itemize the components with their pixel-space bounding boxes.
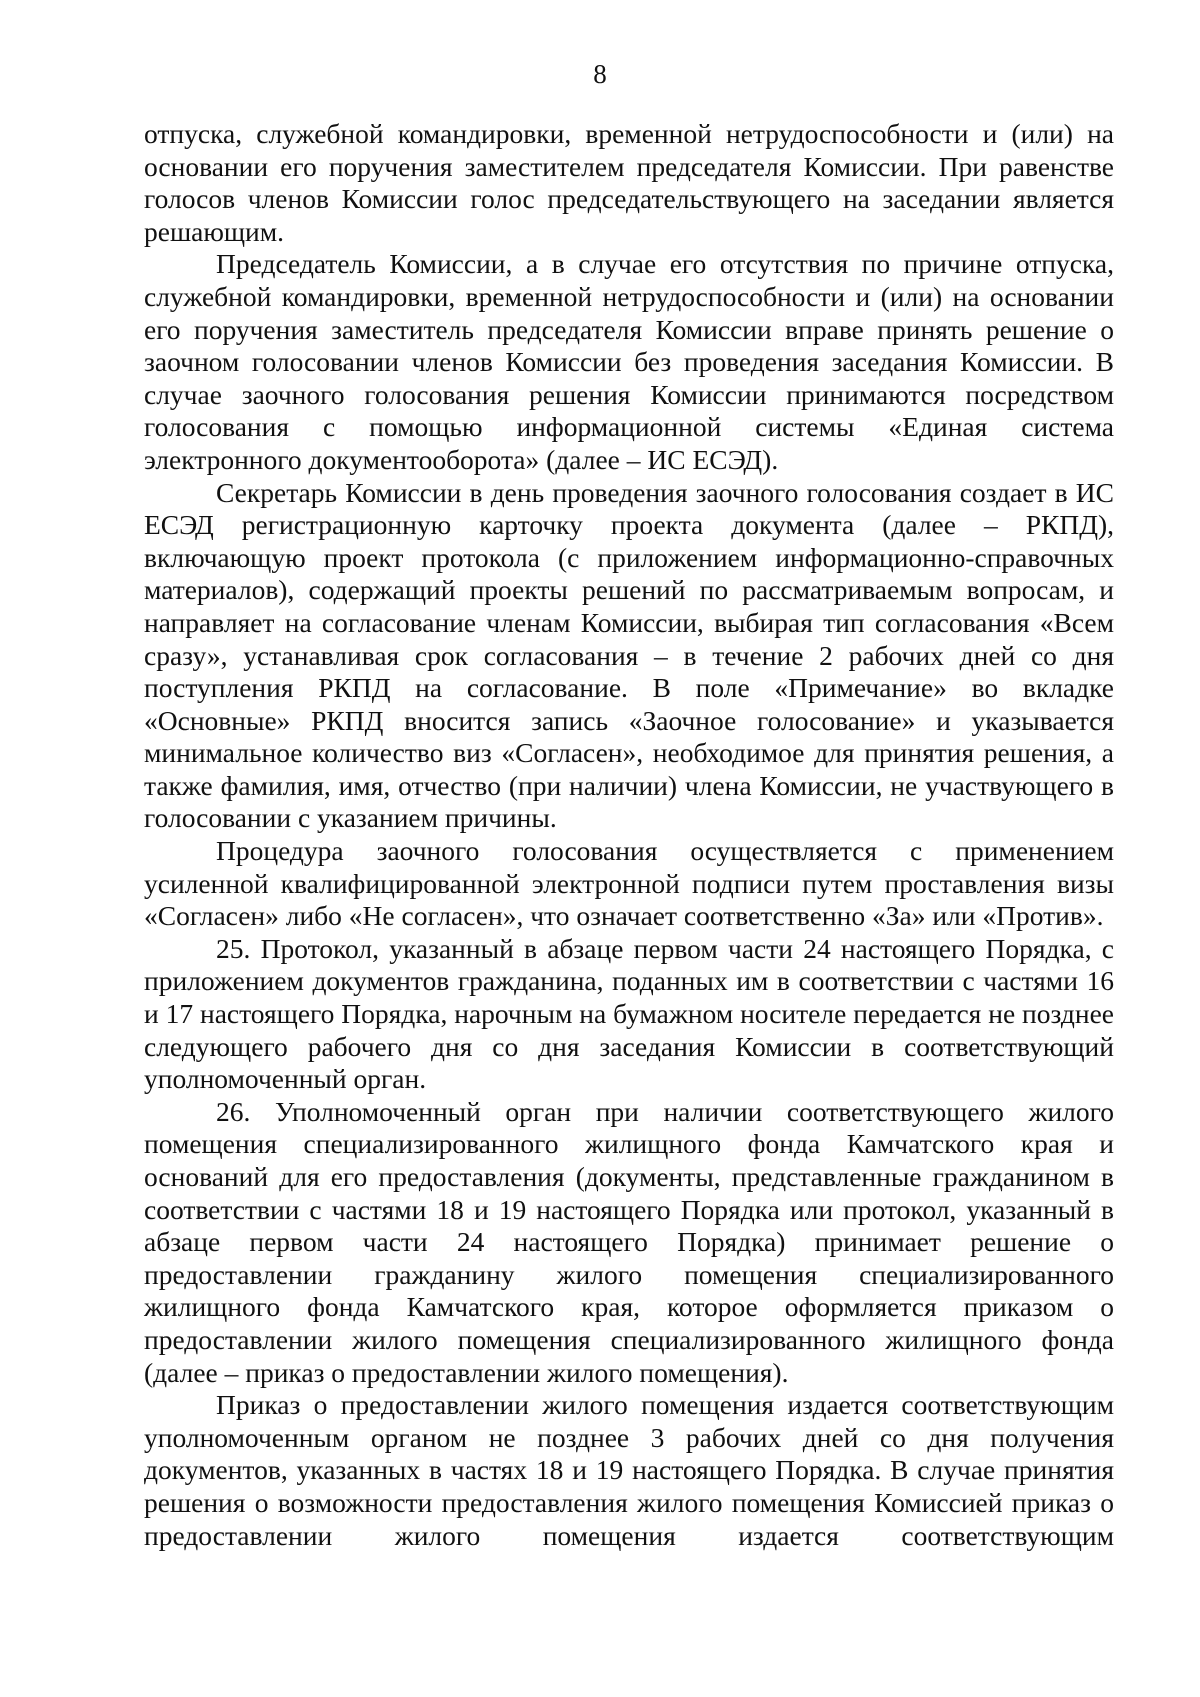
paragraph-chairman-absentee-vote: Председатель Комиссии, а в случае его отсутствия по причине отпуска, служебной командировки, временной нетрудоспособности и (или) на основании его поручения заместитель председателя Комиссии вправе принять решение о заочном голосовании членов Комиссии без проведения заседания Комиссии. В случае заочного голосования решения Комиссии принимаются посредством голосования с помощью информационной системы «Единая система электронного документооборота» (далее – ИС ЕСЭД).: [144, 248, 1114, 475]
page-number: 8: [593, 59, 607, 89]
paragraph-item-25: 25. Протокол, указанный в абзаце первом части 24 настоящего Порядка, с приложением документов гражданина, поданных им в соответствии с частями 16 и 17 настоящего Порядка, нарочным на бумажном носителе передается не позднее следующего рабочего дня со дня заседания Комиссии в соответствующий уполномоченный орган.: [144, 932, 1114, 1095]
paragraph-secretary-rkpd: Секретарь Комиссии в день проведения заочного голосования создает в ИС ЕСЭД регистрационную карточку проекта документа (далее – РКПД), включающую проект протокола (с приложением информационно-справочных материалов), содержащий проекты решений по рассматриваемым вопросам, и направляет на согласование членам Комиссии, выбирая тип согласования «Всем сразу», устанавливая срок согласования – в течение 2 рабочих дней со дня поступления РКПД на согласование. В поле «Примечание» во вкладке «Основные» РКПД вносится запись «Заочное голосование» и указывается минимальное количество виз «Согласен», необходимое для принятия решения, а также фамилия, имя, отчество (при наличии) члена Комиссии, не участвующего в голосовании с указанием причины.: [144, 476, 1114, 834]
paragraph-item-26: 26. Уполномоченный орган при наличии соответствующего жилого помещения специализированного жилищного фонда Камчатского края и оснований для его предоставления (документы, представленные гражданином в соответствии с частями 18 и 19 настоящего Порядка или протокол, указанный в абзаце первом части 24 настоящего Порядка) принимает решение о предоставлении гражданину жилого помещения специализированного жилищного фонда Камчатского края, которое оформляется приказом о предоставлении жилого помещения специализированного жилищного фонда (далее – приказ о предоставлении жилого помещения).: [144, 1095, 1114, 1388]
document-body: [144, 118, 1114, 1552]
paragraph-voting-procedure: Процедура заочного голосования осуществляется с применением усиленной квалифицированной электронной подписи путем проставления визы «Согласен» либо «Не согласен», что означает соответственно «За» или «Против».: [144, 835, 1114, 932]
paragraph-continuation: отпуска, служебной командировки, временной нетрудоспособности и (или) на основании его поручения заместителем председателя Комиссии. При равенстве голосов членов Комиссии голос председательствующего на заседании является решающим.: [144, 118, 1114, 247]
paragraph-order-issuance: Приказ о предоставлении жилого помещения издается соответствующим уполномоченным органом не позднее 3 рабочих дней со дня получения документов, указанных в частях 18 и 19 настоящего Порядка. В случае принятия решения о возможности предоставления жилого помещения Комиссией приказ о предоставлении жилого помещения издается соответствующим: [144, 1389, 1114, 1551]
